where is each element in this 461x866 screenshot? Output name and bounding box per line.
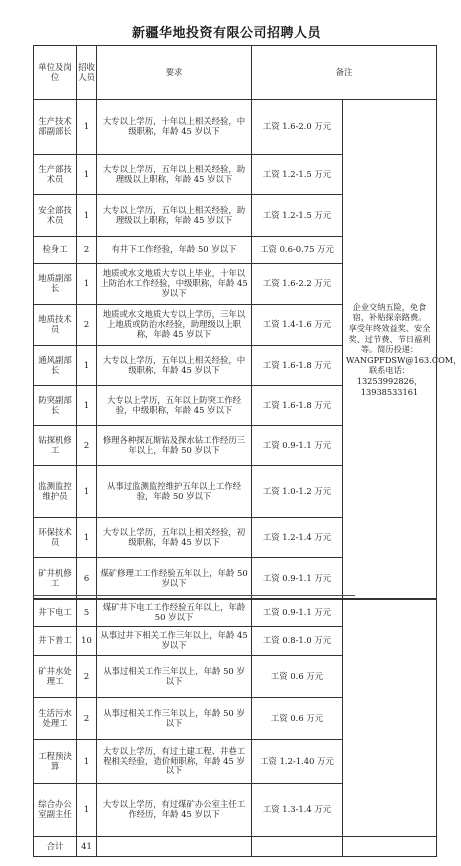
requirement-cell: 大专以上学历，五年以上相关经验，初级职称，年龄 45 岁以下	[97, 518, 252, 558]
count-cell: 1	[77, 466, 97, 518]
salary-cell: 工资 1.4-1.6 万元	[252, 305, 343, 346]
salary-cell: 工资 0.6-0.75 万元	[252, 237, 343, 264]
count-cell: 10	[77, 627, 97, 656]
total-row	[34, 837, 437, 857]
count-cell: 2	[77, 305, 97, 346]
total-count: 41	[77, 837, 97, 857]
position-cell: 综合办公室副主任	[34, 784, 77, 837]
salary-cell: 工资 1.6-2.0 万元	[252, 100, 343, 155]
position-cell: 井下普工	[34, 627, 77, 656]
position-cell: 地质副部长	[34, 264, 77, 305]
salary-cell: 工资 0.8-1.0 万元	[252, 627, 343, 656]
position-cell: 安全部技术员	[34, 195, 77, 237]
requirement-cell: 大专以上学历，有过煤矿办公室主任工作经历，年龄 45 岁以下	[97, 784, 252, 837]
count-cell: 2	[77, 237, 97, 264]
position-cell: 检身工	[34, 237, 77, 264]
position-cell: 监测监控维护员	[34, 466, 77, 518]
count-cell: 1	[77, 740, 97, 784]
salary-cell: 工资 1.2-1.40 万元	[252, 740, 343, 784]
salary-cell: 工资 0.9-1.1 万元	[252, 558, 343, 600]
header-position: 单位及岗位	[34, 46, 77, 100]
count-cell: 2	[77, 426, 97, 466]
page-title: 新疆华地投资有限公司招聘人员	[131, 26, 321, 41]
header-requirement: 要求	[97, 46, 252, 100]
position-cell: 生活污水处理工	[34, 698, 77, 740]
position-cell: 井下电工	[34, 599, 77, 627]
requirement-cell: 从事过监测监控维护五年以上工作经验，年龄 50 岁以下	[97, 466, 252, 518]
count-cell: 6	[77, 558, 97, 600]
salary-cell: 工资 1.0-1.2 万元	[252, 466, 343, 518]
total-empty-cell	[97, 837, 252, 857]
remark-cell-blank	[343, 599, 437, 837]
count-cell: 1	[77, 195, 97, 237]
total-label: 合计	[34, 837, 77, 857]
recruitment-table-part-2	[33, 598, 437, 857]
requirement-cell: 大专以上学历，五年以上防突工作经验，中级职称，年龄 45 岁以下	[97, 386, 252, 426]
table-row	[34, 100, 437, 155]
count-cell: 1	[77, 386, 97, 426]
salary-cell: 工资 0.6 万元	[252, 656, 343, 698]
count-cell: 2	[77, 656, 97, 698]
count-cell: 2	[77, 698, 97, 740]
remark-line: 企业交纳五险，免食宿，补贴探亲路费。	[352, 301, 427, 323]
count-cell: 1	[77, 264, 97, 305]
recruitment-table-part-1	[33, 45, 461, 600]
remark-line: 享受年终效益奖、安全奖、过节费、节日福利等。简历投递：	[348, 322, 431, 355]
position-cell: 工程预決算	[34, 740, 77, 784]
salary-cell: 工资 1.6-1.8 万元	[252, 346, 343, 386]
table-header-row	[34, 46, 437, 100]
requirement-cell: 从事过相关工作三年以上，年龄 50 岁以下	[97, 656, 252, 698]
requirement-cell: 从事过井下相关工作三年以上，年龄 45 岁以下	[97, 627, 252, 656]
salary-cell: 工资 0.9-1.1 万元	[252, 599, 343, 627]
count-cell: 5	[77, 599, 97, 627]
position-cell: 生产部技术员	[34, 155, 77, 195]
position-cell: 钻探机修工	[34, 426, 77, 466]
salary-cell: 工资 1.2-1.5 万元	[252, 155, 343, 195]
count-cell: 1	[77, 518, 97, 558]
remark-phone: 13253992826，	[356, 376, 423, 387]
requirement-cell: 修理各种探瓦斯钻及探水钻工作经历三年以上，年龄 50 岁以下	[97, 426, 252, 466]
requirement-cell: 煤矿井下电工工作经验五年以上，年龄 50 岁以下	[97, 599, 252, 627]
position-cell: 矿井水处理工	[34, 656, 77, 698]
count-cell: 1	[77, 155, 97, 195]
salary-cell: 工资 1.3-1.4 万元	[252, 784, 343, 837]
remark-cell	[343, 100, 461, 600]
count-cell: 1	[77, 784, 97, 837]
requirement-cell: 大专以上学历，有过土建工程、井巷工程相关经验，造价师职称，年龄 45 岁以下	[97, 740, 252, 784]
remark-email: WANGPFDSW@163.COM，	[346, 354, 461, 365]
position-cell: 矿井机修工	[34, 558, 77, 600]
position-cell: 环保技术员	[34, 518, 77, 558]
remark-phone: 13938533161	[360, 386, 419, 397]
requirement-cell: 有井下工作经验，年龄 50 岁以下	[97, 237, 252, 264]
position-cell: 地质技术员	[34, 305, 77, 346]
salary-cell: 工资 0.9-1.1 万元	[252, 426, 343, 466]
requirement-cell: 地质或水文地质大专以上毕业，十年以上防治水工作经验，中级职称，年龄 45 岁以下	[97, 264, 252, 305]
requirement-cell: 大专以上学历，十年以上相关经验，中级职称，年龄 45 岁以下	[97, 100, 252, 155]
salary-cell: 工资 0.6 万元	[252, 698, 343, 740]
position-cell: 防突副部长	[34, 386, 77, 426]
remark-line: 联系电话：	[369, 365, 410, 376]
total-empty-cell	[343, 837, 437, 857]
requirement-cell: 大专以上学历，五年以上相关经验，助理级以上职称，年龄 45 岁以下	[97, 195, 252, 237]
count-cell: 1	[77, 346, 97, 386]
header-remark: 备注	[252, 46, 437, 100]
salary-cell: 工资 1.2-1.5 万元	[252, 195, 343, 237]
total-empty-cell	[252, 837, 343, 857]
salary-cell: 工资 1.2-1.4 万元	[252, 518, 343, 558]
position-cell: 通风副部长	[34, 346, 77, 386]
salary-cell: 工资 1.6-2.2 万元	[252, 264, 343, 305]
salary-cell: 工资 1.6-1.8 万元	[252, 386, 343, 426]
position-cell: 生产技术部副部长	[34, 100, 77, 155]
requirement-cell: 大专以上学历，五年以上相关经验，助理级以上职称，年龄 45 岁以下	[97, 155, 252, 195]
table-row	[34, 599, 437, 627]
page-break-divider	[33, 595, 355, 596]
count-cell: 1	[77, 100, 97, 155]
requirement-cell: 大专以上学历，五年以上相关经验，中级职称，年龄 45 岁以下	[97, 346, 252, 386]
header-count: 招收人员	[77, 46, 97, 100]
requirement-cell: 地质或水文地质大专以上学历，三年以上地质或防治水经验，助理级以上职称，年龄 45 岁以下	[97, 305, 252, 346]
requirement-cell: 煤矿修理工工作经验五年以上，年龄 50 岁以下	[97, 558, 252, 600]
requirement-cell: 从事过相关工作三年以上，年龄 50 岁以下	[97, 698, 252, 740]
